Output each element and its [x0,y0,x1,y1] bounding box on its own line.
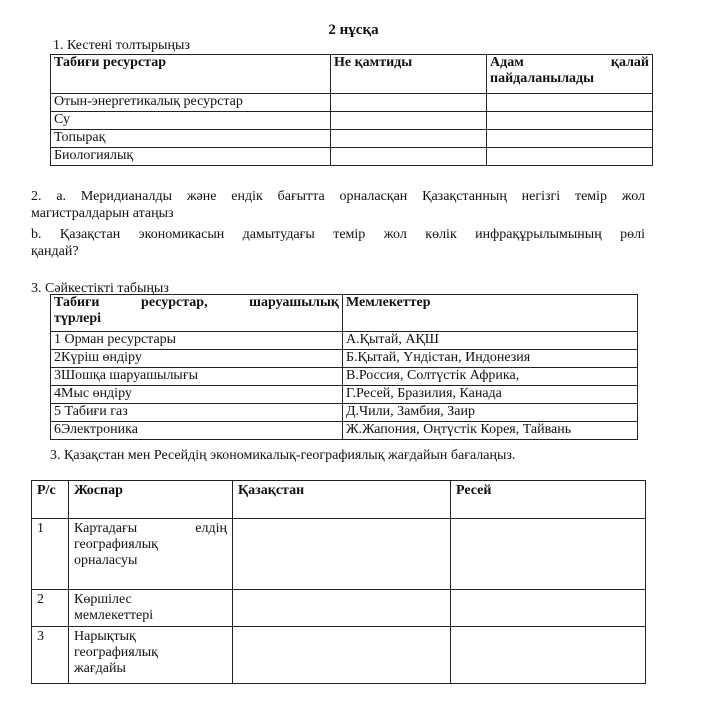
table-row [51,422,638,440]
comparison-table [31,480,646,684]
table-row [51,148,653,166]
variant-title: 2 нұсқа [328,22,379,38]
header-russia: Ресей [451,481,646,519]
task1-heading: 1. Кестені толтырыңыз [53,38,190,53]
header-natural-resources: Табиғи ресурстар [51,55,331,94]
table-row [32,590,646,627]
task3-heading: 3. Сәйкестікті табыңыз [31,281,169,296]
cell-resource: Биологиялық [51,148,331,166]
table-row [51,350,638,368]
header-resource-types: Табиғи ресурстар, шаруашылық түрлері [51,295,343,332]
cell-number: 2 [32,590,69,627]
cell-resource-type: 5 Табиғи газ [51,404,343,422]
table-row [51,332,638,350]
header-plan: Жоспар [69,481,233,519]
cell-resource-type: 6Электроника [51,422,343,440]
cell-resource: Су [51,112,331,130]
cell-number: 1 [32,519,69,590]
header-kazakhstan: Қазақстан [233,481,451,519]
table-row [32,519,646,590]
table-row [51,94,653,112]
table-row [51,112,653,130]
resources-table [50,54,653,166]
cell-countries: В.Россия, Солтүстік Африка, [343,368,638,386]
cell-resource-type: 1 Орман ресурстары [51,332,343,350]
task2-a-line1: 2. а. Меридианалды және ендік бағытта орналасқан Қазақстанның негізгі темір жол [31,189,645,204]
cell-plan: Көршілес мемлекеттері [69,590,233,627]
table-header-row [51,295,638,332]
cell-countries: Б.Қытай, Үндістан, Индонезия [343,350,638,368]
task2-b-line1: b. Қазақстан экономикасын дамытудағы темір жол көлік инфрақұрылымының рөлі [31,227,645,242]
cell-resource-type: 4Мыс өндіру [51,386,343,404]
cell-plan: Картадағы елдің географиялық орналасуы [69,519,233,590]
table-row [51,404,638,422]
table-row [51,386,638,404]
cell-resource: Топырақ [51,130,331,148]
cell-number: 3 [32,627,69,684]
header-number: Р/с [32,481,69,519]
table-row [51,130,653,148]
header-contents: Не қамтиды [331,55,487,94]
matching-table [50,294,638,440]
cell-resource-type: 3Шошқа шаруашылығы [51,368,343,386]
task2-a-line2: магистралдарын атаңыз [31,206,174,221]
cell-countries: Ж.Жапония, Оңтүстік Корея, Тайвань [343,422,638,440]
table-row [51,368,638,386]
cell-countries: Г.Ресей, Бразилия, Канада [343,386,638,404]
table-row [32,627,646,684]
table-header-row [32,481,646,519]
table-header-row [51,55,653,94]
cell-countries: А.Қытай, АҚШ [343,332,638,350]
task4-heading: 3. Қазақстан мен Ресейдің экономикалық-географиялық жағдайын бағалаңыз. [50,448,516,463]
cell-plan: Нарықтық географиялық жағдайы [69,627,233,684]
cell-resource-type: 2Күріш өндіру [51,350,343,368]
header-usage: Адам қалай пайдаланылады [487,55,653,94]
header-countries: Мемлекеттер [343,295,638,332]
cell-resource: Отын-энергетикалық ресурстар [51,94,331,112]
task2-b-line2: қандай? [31,244,79,259]
cell-countries: Д.Чили, Замбия, Заир [343,404,638,422]
